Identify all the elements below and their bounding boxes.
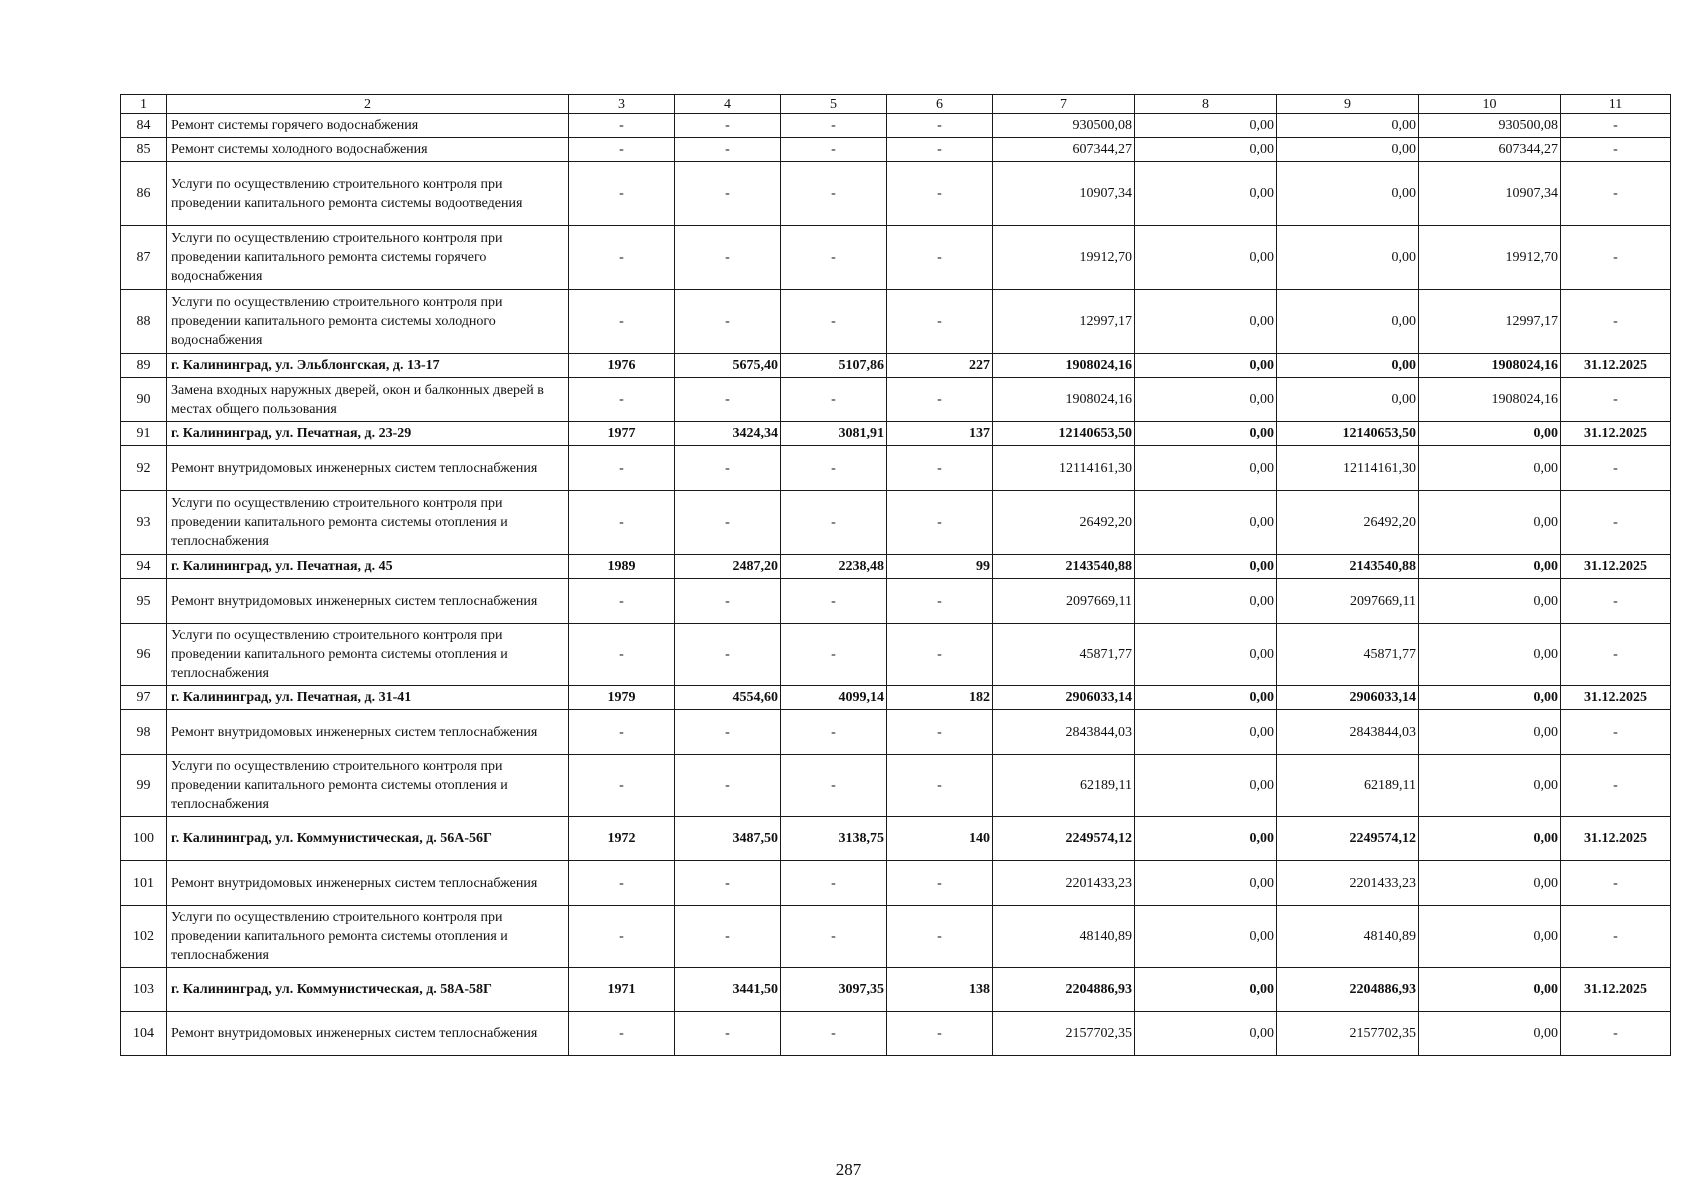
work-item-row <box>121 1012 1671 1056</box>
fund-cell-8: 0,00 <box>1135 817 1277 861</box>
area-living-cell: - <box>781 378 887 422</box>
row-number: 84 <box>121 114 167 138</box>
area-living-cell: - <box>781 290 887 354</box>
deadline-cell: 31.12.2025 <box>1561 686 1671 710</box>
work-item-row <box>121 710 1671 755</box>
work-item-row <box>121 114 1671 138</box>
fund-cell-8: 0,00 <box>1135 1012 1277 1056</box>
cost-total-cell: 45871,77 <box>993 624 1135 686</box>
cost-total-cell: 2204886,93 <box>993 968 1135 1012</box>
row-number: 93 <box>121 491 167 555</box>
deadline-cell: 31.12.2025 <box>1561 354 1671 378</box>
fund-cell-10: 0,00 <box>1419 817 1561 861</box>
work-item-row <box>121 226 1671 290</box>
area-living-cell: - <box>781 710 887 755</box>
address-row <box>121 354 1671 378</box>
work-item-row <box>121 491 1671 555</box>
year-cell: 1976 <box>569 354 675 378</box>
year-cell: - <box>569 114 675 138</box>
work-item-row <box>121 861 1671 906</box>
row-number: 89 <box>121 354 167 378</box>
fund-cell-8: 0,00 <box>1135 422 1277 446</box>
work-name: г. Калининград, ул. Эльблонгская, д. 13-17 <box>167 354 569 378</box>
fund-cell-8: 0,00 <box>1135 354 1277 378</box>
fund-cell-10: 0,00 <box>1419 422 1561 446</box>
area-total-cell: - <box>675 906 781 968</box>
work-item-row <box>121 446 1671 491</box>
cost-total-cell: 2843844,03 <box>993 710 1135 755</box>
fund-cell-9: 12114161,30 <box>1277 446 1419 491</box>
row-number: 87 <box>121 226 167 290</box>
work-name: Услуги по осуществлению строительного контроля при проведении капитального ремонта системы отопления и теплоснабжения <box>167 491 569 555</box>
deadline-cell: - <box>1561 491 1671 555</box>
deadline-cell: - <box>1561 226 1671 290</box>
area-living-cell: - <box>781 138 887 162</box>
fund-cell-9: 0,00 <box>1277 226 1419 290</box>
work-item-row <box>121 378 1671 422</box>
page-number: 287 <box>835 1160 862 1179</box>
area-total-cell: - <box>675 378 781 422</box>
fund-cell-9: 2843844,03 <box>1277 710 1419 755</box>
area-living-cell: - <box>781 861 887 906</box>
area-living-cell: - <box>781 226 887 290</box>
work-name: Ремонт внутридомовых инженерных систем теплоснабжения <box>167 861 569 906</box>
deadline-cell: - <box>1561 906 1671 968</box>
residents-cell: 138 <box>887 968 993 1012</box>
cost-total-cell: 607344,27 <box>993 138 1135 162</box>
residents-cell: - <box>887 138 993 162</box>
work-name: Услуги по осуществлению строительного контроля при проведении капитального ремонта системы отопления и теплоснабжения <box>167 755 569 817</box>
fund-cell-8: 0,00 <box>1135 114 1277 138</box>
column-number-cell: 8 <box>1135 95 1277 114</box>
fund-cell-8: 0,00 <box>1135 686 1277 710</box>
year-cell: 1989 <box>569 555 675 579</box>
fund-cell-9: 0,00 <box>1277 354 1419 378</box>
work-name: г. Калининград, ул. Коммунистическая, д. 56А-56Г <box>167 817 569 861</box>
fund-cell-10: 0,00 <box>1419 755 1561 817</box>
cost-total-cell: 2157702,35 <box>993 1012 1135 1056</box>
residents-cell: - <box>887 579 993 624</box>
fund-cell-10: 607344,27 <box>1419 138 1561 162</box>
residents-cell: - <box>887 378 993 422</box>
fund-cell-9: 0,00 <box>1277 162 1419 226</box>
fund-cell-10: 930500,08 <box>1419 114 1561 138</box>
fund-cell-8: 0,00 <box>1135 755 1277 817</box>
fund-cell-10: 0,00 <box>1419 446 1561 491</box>
area-total-cell: 3441,50 <box>675 968 781 1012</box>
work-name: г. Калининград, ул. Печатная, д. 45 <box>167 555 569 579</box>
year-cell: - <box>569 290 675 354</box>
column-number-cell: 5 <box>781 95 887 114</box>
fund-cell-8: 0,00 <box>1135 491 1277 555</box>
work-name: г. Калининград, ул. Печатная, д. 23-29 <box>167 422 569 446</box>
column-number-cell: 4 <box>675 95 781 114</box>
year-cell: - <box>569 906 675 968</box>
area-living-cell: - <box>781 491 887 555</box>
fund-cell-9: 0,00 <box>1277 378 1419 422</box>
residents-cell: - <box>887 906 993 968</box>
fund-cell-8: 0,00 <box>1135 968 1277 1012</box>
work-name: г. Калининград, ул. Коммунистическая, д. 58А-58Г <box>167 968 569 1012</box>
area-total-cell: - <box>675 446 781 491</box>
area-living-cell: 4099,14 <box>781 686 887 710</box>
cost-total-cell: 2906033,14 <box>993 686 1135 710</box>
fund-cell-10: 0,00 <box>1419 579 1561 624</box>
area-total-cell: - <box>675 1012 781 1056</box>
cost-total-cell: 2201433,23 <box>993 861 1135 906</box>
row-number: 100 <box>121 817 167 861</box>
residents-cell: - <box>887 226 993 290</box>
row-number: 103 <box>121 968 167 1012</box>
fund-cell-10: 0,00 <box>1419 491 1561 555</box>
deadline-cell: - <box>1561 861 1671 906</box>
year-cell: - <box>569 226 675 290</box>
work-item-row <box>121 290 1671 354</box>
residents-cell: 140 <box>887 817 993 861</box>
year-cell: 1977 <box>569 422 675 446</box>
year-cell: - <box>569 446 675 491</box>
row-number: 97 <box>121 686 167 710</box>
fund-cell-10: 0,00 <box>1419 555 1561 579</box>
deadline-cell: - <box>1561 446 1671 491</box>
year-cell: - <box>569 579 675 624</box>
area-living-cell: - <box>781 755 887 817</box>
deadline-cell: - <box>1561 1012 1671 1056</box>
fund-cell-10: 0,00 <box>1419 710 1561 755</box>
row-number: 96 <box>121 624 167 686</box>
fund-cell-10: 0,00 <box>1419 624 1561 686</box>
work-item-row <box>121 579 1671 624</box>
row-number: 86 <box>121 162 167 226</box>
fund-cell-8: 0,00 <box>1135 624 1277 686</box>
fund-cell-9: 62189,11 <box>1277 755 1419 817</box>
deadline-cell: 31.12.2025 <box>1561 555 1671 579</box>
area-living-cell: - <box>781 624 887 686</box>
residents-cell: - <box>887 1012 993 1056</box>
year-cell: - <box>569 378 675 422</box>
year-cell: - <box>569 861 675 906</box>
deadline-cell: - <box>1561 138 1671 162</box>
area-total-cell: 5675,40 <box>675 354 781 378</box>
year-cell: - <box>569 162 675 226</box>
area-total-cell: 3487,50 <box>675 817 781 861</box>
cost-total-cell: 26492,20 <box>993 491 1135 555</box>
row-number: 92 <box>121 446 167 491</box>
area-living-cell: - <box>781 1012 887 1056</box>
deadline-cell: - <box>1561 162 1671 226</box>
deadline-cell: - <box>1561 114 1671 138</box>
work-name: Замена входных наружных дверей, окон и балконных дверей в местах общего пользования <box>167 378 569 422</box>
area-total-cell: 4554,60 <box>675 686 781 710</box>
deadline-cell: 31.12.2025 <box>1561 817 1671 861</box>
work-name: Услуги по осуществлению строительного контроля при проведении капитального ремонта системы горячего водоснабжения <box>167 226 569 290</box>
fund-cell-10: 12997,17 <box>1419 290 1561 354</box>
cost-total-cell: 10907,34 <box>993 162 1135 226</box>
column-number-row <box>121 95 1671 114</box>
area-living-cell: 2238,48 <box>781 555 887 579</box>
fund-cell-10: 1908024,16 <box>1419 354 1561 378</box>
cost-total-cell: 12140653,50 <box>993 422 1135 446</box>
row-number: 104 <box>121 1012 167 1056</box>
residents-cell: - <box>887 446 993 491</box>
row-number: 95 <box>121 579 167 624</box>
residents-cell: - <box>887 624 993 686</box>
work-item-row <box>121 162 1671 226</box>
fund-cell-8: 0,00 <box>1135 446 1277 491</box>
area-total-cell: - <box>675 162 781 226</box>
document-sheet <box>120 94 1670 1056</box>
fund-cell-9: 2097669,11 <box>1277 579 1419 624</box>
address-row <box>121 686 1671 710</box>
cost-total-cell: 2143540,88 <box>993 555 1135 579</box>
work-item-row <box>121 906 1671 968</box>
area-living-cell: 5107,86 <box>781 354 887 378</box>
deadline-cell: 31.12.2025 <box>1561 968 1671 1012</box>
row-number: 88 <box>121 290 167 354</box>
deadline-cell: - <box>1561 290 1671 354</box>
column-number-cell: 11 <box>1561 95 1671 114</box>
fund-cell-9: 2204886,93 <box>1277 968 1419 1012</box>
fund-cell-8: 0,00 <box>1135 906 1277 968</box>
work-item-row <box>121 755 1671 817</box>
fund-cell-10: 0,00 <box>1419 906 1561 968</box>
column-number-cell: 6 <box>887 95 993 114</box>
work-name: Услуги по осуществлению строительного контроля при проведении капитального ремонта системы холодного водоснабжения <box>167 290 569 354</box>
residents-cell: - <box>887 755 993 817</box>
area-total-cell: 2487,20 <box>675 555 781 579</box>
fund-cell-8: 0,00 <box>1135 162 1277 226</box>
fund-cell-9: 2906033,14 <box>1277 686 1419 710</box>
year-cell: - <box>569 1012 675 1056</box>
fund-cell-9: 2157702,35 <box>1277 1012 1419 1056</box>
area-total-cell: - <box>675 290 781 354</box>
work-name: г. Калининград, ул. Печатная, д. 31-41 <box>167 686 569 710</box>
fund-cell-9: 2143540,88 <box>1277 555 1419 579</box>
work-name: Ремонт системы горячего водоснабжения <box>167 114 569 138</box>
area-total-cell: 3424,34 <box>675 422 781 446</box>
cost-total-cell: 12997,17 <box>993 290 1135 354</box>
row-number: 91 <box>121 422 167 446</box>
deadline-cell: - <box>1561 624 1671 686</box>
fund-cell-9: 45871,77 <box>1277 624 1419 686</box>
row-number: 101 <box>121 861 167 906</box>
fund-cell-10: 0,00 <box>1419 686 1561 710</box>
year-cell: - <box>569 138 675 162</box>
residents-cell: 99 <box>887 555 993 579</box>
work-name: Ремонт внутридомовых инженерных систем теплоснабжения <box>167 1012 569 1056</box>
fund-cell-8: 0,00 <box>1135 555 1277 579</box>
area-total-cell: - <box>675 138 781 162</box>
residents-cell: - <box>887 114 993 138</box>
column-number-cell: 3 <box>569 95 675 114</box>
year-cell: 1972 <box>569 817 675 861</box>
fund-cell-9: 26492,20 <box>1277 491 1419 555</box>
area-living-cell: - <box>781 114 887 138</box>
fund-cell-10: 0,00 <box>1419 1012 1561 1056</box>
area-total-cell: - <box>675 579 781 624</box>
year-cell: - <box>569 755 675 817</box>
area-living-cell: - <box>781 162 887 226</box>
fund-cell-9: 2249574,12 <box>1277 817 1419 861</box>
fund-cell-9: 0,00 <box>1277 290 1419 354</box>
work-name: Ремонт внутридомовых инженерных систем теплоснабжения <box>167 579 569 624</box>
address-row <box>121 817 1671 861</box>
area-total-cell: - <box>675 755 781 817</box>
fund-cell-9: 12140653,50 <box>1277 422 1419 446</box>
row-number: 85 <box>121 138 167 162</box>
residents-cell: - <box>887 710 993 755</box>
address-row <box>121 555 1671 579</box>
deadline-cell: - <box>1561 710 1671 755</box>
fund-cell-8: 0,00 <box>1135 710 1277 755</box>
work-item-row <box>121 624 1671 686</box>
deadline-cell: - <box>1561 378 1671 422</box>
address-row <box>121 968 1671 1012</box>
year-cell: 1979 <box>569 686 675 710</box>
work-name: Услуги по осуществлению строительного контроля при проведении капитального ремонта системы отопления и теплоснабжения <box>167 624 569 686</box>
fund-cell-9: 0,00 <box>1277 114 1419 138</box>
cost-total-cell: 19912,70 <box>993 226 1135 290</box>
row-number: 90 <box>121 378 167 422</box>
area-living-cell: 3138,75 <box>781 817 887 861</box>
deadline-cell: - <box>1561 755 1671 817</box>
deadline-cell: - <box>1561 579 1671 624</box>
fund-cell-8: 0,00 <box>1135 226 1277 290</box>
row-number: 102 <box>121 906 167 968</box>
capital-repair-table <box>120 94 1671 1056</box>
year-cell: - <box>569 710 675 755</box>
area-total-cell: - <box>675 226 781 290</box>
work-name: Ремонт системы холодного водоснабжения <box>167 138 569 162</box>
work-item-row <box>121 138 1671 162</box>
fund-cell-9: 2201433,23 <box>1277 861 1419 906</box>
column-number-cell: 2 <box>167 95 569 114</box>
year-cell: - <box>569 624 675 686</box>
row-number: 94 <box>121 555 167 579</box>
fund-cell-10: 1908024,16 <box>1419 378 1561 422</box>
area-total-cell: - <box>675 710 781 755</box>
column-number-cell: 9 <box>1277 95 1419 114</box>
area-living-cell: - <box>781 579 887 624</box>
cost-total-cell: 48140,89 <box>993 906 1135 968</box>
work-name: Услуги по осуществлению строительного контроля при проведении капитального ремонта системы водоотведения <box>167 162 569 226</box>
residents-cell: - <box>887 290 993 354</box>
work-name: Ремонт внутридомовых инженерных систем теплоснабжения <box>167 446 569 491</box>
row-number: 98 <box>121 710 167 755</box>
work-name: Ремонт внутридомовых инженерных систем теплоснабжения <box>167 710 569 755</box>
residents-cell: - <box>887 861 993 906</box>
area-total-cell: - <box>675 861 781 906</box>
area-living-cell: - <box>781 906 887 968</box>
cost-total-cell: 12114161,30 <box>993 446 1135 491</box>
area-living-cell: 3097,35 <box>781 968 887 1012</box>
year-cell: - <box>569 491 675 555</box>
residents-cell: 137 <box>887 422 993 446</box>
row-number: 99 <box>121 755 167 817</box>
area-living-cell: - <box>781 446 887 491</box>
area-total-cell: - <box>675 624 781 686</box>
cost-total-cell: 2249574,12 <box>993 817 1135 861</box>
area-living-cell: 3081,91 <box>781 422 887 446</box>
residents-cell: - <box>887 162 993 226</box>
fund-cell-9: 0,00 <box>1277 138 1419 162</box>
year-cell: 1971 <box>569 968 675 1012</box>
deadline-cell: 31.12.2025 <box>1561 422 1671 446</box>
cost-total-cell: 930500,08 <box>993 114 1135 138</box>
work-name: Услуги по осуществлению строительного контроля при проведении капитального ремонта системы отопления и теплоснабжения <box>167 906 569 968</box>
fund-cell-9: 48140,89 <box>1277 906 1419 968</box>
fund-cell-10: 10907,34 <box>1419 162 1561 226</box>
fund-cell-10: 0,00 <box>1419 861 1561 906</box>
fund-cell-10: 0,00 <box>1419 968 1561 1012</box>
column-number-cell: 10 <box>1419 95 1561 114</box>
cost-total-cell: 62189,11 <box>993 755 1135 817</box>
cost-total-cell: 1908024,16 <box>993 354 1135 378</box>
residents-cell: - <box>887 491 993 555</box>
fund-cell-8: 0,00 <box>1135 378 1277 422</box>
cost-total-cell: 1908024,16 <box>993 378 1135 422</box>
column-number-cell: 1 <box>121 95 167 114</box>
column-number-cell: 7 <box>993 95 1135 114</box>
address-row <box>121 422 1671 446</box>
fund-cell-8: 0,00 <box>1135 861 1277 906</box>
residents-cell: 182 <box>887 686 993 710</box>
cost-total-cell: 2097669,11 <box>993 579 1135 624</box>
fund-cell-8: 0,00 <box>1135 579 1277 624</box>
residents-cell: 227 <box>887 354 993 378</box>
area-total-cell: - <box>675 491 781 555</box>
fund-cell-8: 0,00 <box>1135 290 1277 354</box>
area-total-cell: - <box>675 114 781 138</box>
fund-cell-8: 0,00 <box>1135 138 1277 162</box>
fund-cell-10: 19912,70 <box>1419 226 1561 290</box>
